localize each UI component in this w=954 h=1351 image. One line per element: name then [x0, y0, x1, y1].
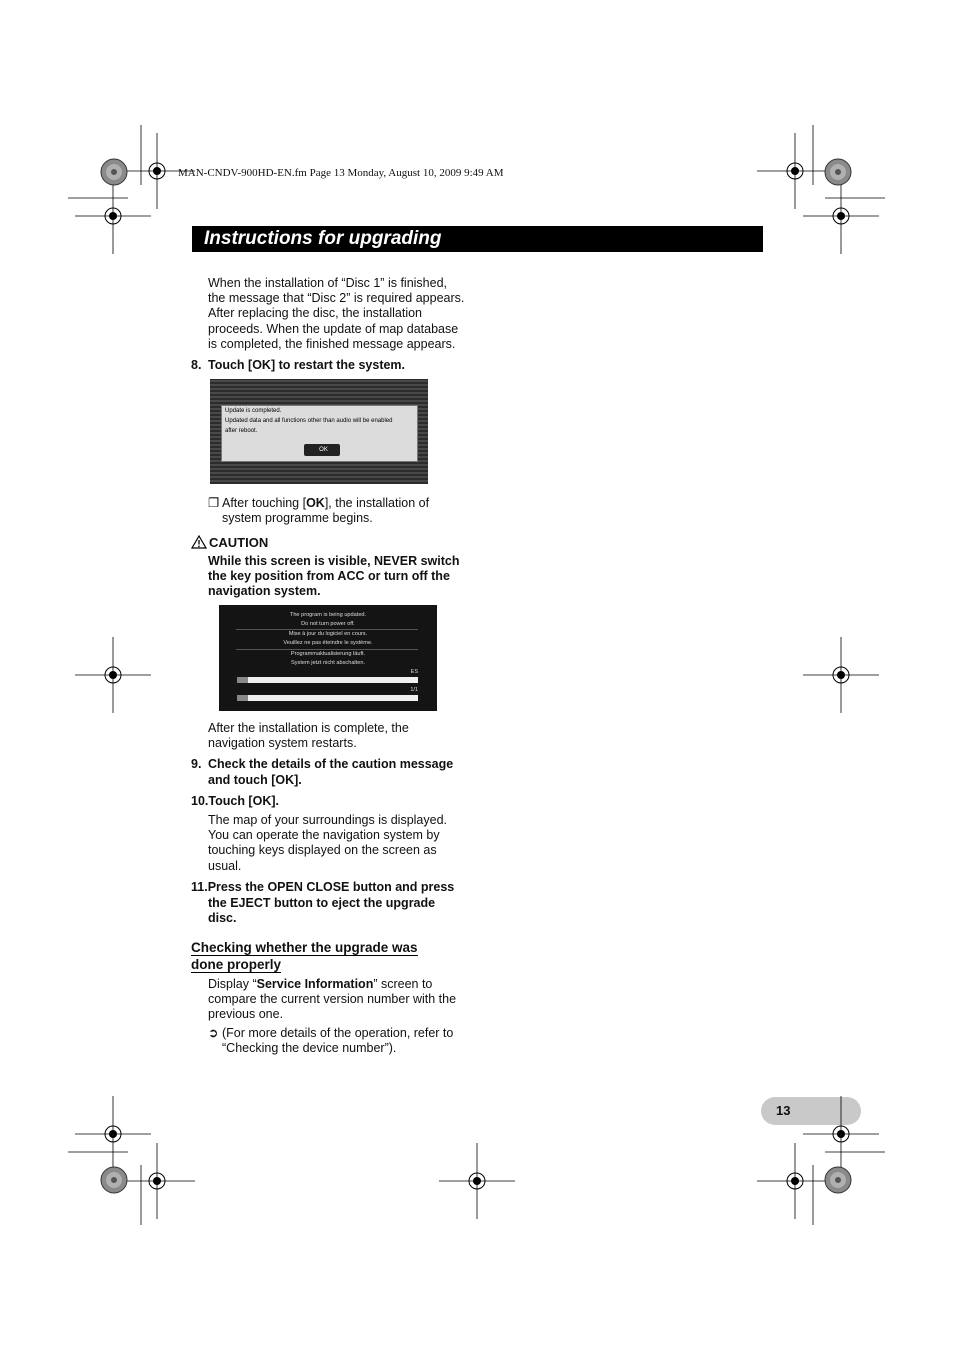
registration-mark — [803, 1096, 879, 1172]
step-number: 11. — [191, 880, 208, 894]
step-10-body: The map of your surroundings is displayed. You can operate the navigation system by touching keys displayed on the screen as usual. — [208, 813, 448, 873]
screen-line: Veuillez ne pas éteindre le système. — [283, 640, 373, 646]
caution-heading: CAUTION — [191, 535, 268, 550]
star-target-mark — [825, 159, 851, 185]
step-text: Touch [OK] to restart the system. — [208, 358, 406, 372]
ok-keyword: OK — [306, 496, 325, 510]
intro-line: When the installation of “Disc 1” is finished, — [208, 276, 447, 290]
registration-mark — [119, 1143, 195, 1219]
registration-mark — [757, 133, 833, 209]
note-after-ok: ❐ After touching [OK], the installation of system programme begins. — [208, 496, 430, 526]
checkbox-bullet-icon: ❐ — [208, 496, 220, 510]
progress-label: 1/1 — [410, 687, 418, 693]
after-install-text: After the installation is complete, the navigation system restarts. — [208, 721, 409, 751]
dialog-line: Update is completed. — [225, 408, 282, 414]
intro-line: is completed, the finished message appears. — [208, 336, 456, 351]
progress-label: ES — [410, 669, 418, 675]
registration-mark — [119, 133, 195, 209]
page-title: Instructions for upgrading — [204, 228, 442, 249]
dialog-line: after reboot. — [225, 428, 258, 434]
screen-line: System jetzt nicht abschalten. — [291, 660, 365, 666]
star-target-mark — [101, 1167, 127, 1193]
dialog-line: Updated data and all functions other than audio will be enabled — [225, 418, 393, 424]
star-target-mark — [825, 1167, 851, 1193]
step-number: 9. — [191, 757, 202, 771]
caution-text: While this screen is visible, NEVER switch the key position from ACC or turn off the navigation system. — [208, 554, 460, 599]
service-information-keyword: Service Information — [256, 977, 374, 991]
registration-mark — [75, 1096, 151, 1172]
page-number: 13 — [776, 1103, 791, 1118]
ok-button: OK — [304, 444, 340, 456]
section-body: Display “Service Information” screen to compare the current version number with the previous one. — [208, 977, 457, 1022]
step-9: 9. Check the details of the caution message and touch [OK]. — [191, 757, 454, 787]
step-number: 10. — [191, 794, 209, 808]
step-10: 10.Touch [OK]. — [191, 794, 279, 808]
registration-mark — [757, 1143, 833, 1219]
reference-note: ➲ (For more details of the operation, refer to “Checking the device number”). — [208, 1026, 454, 1056]
registration-mark — [803, 178, 879, 254]
screen-line: Programmaktualisierung läuft. — [290, 651, 366, 657]
step-number: 8. — [191, 358, 202, 372]
registration-mark — [439, 1143, 515, 1219]
star-target-mark — [101, 159, 127, 185]
screen-line: Mise à jour du logiciel en cours. — [288, 631, 368, 637]
registration-mark — [75, 178, 151, 254]
step-11: 11.Press the OPEN CLOSE button and press the EJECT button to eject the upgrade disc. — [191, 880, 455, 926]
registration-mark — [75, 637, 151, 713]
section-heading: Checking whether the upgrade was done properly — [191, 940, 418, 972]
screen-line: Do not turn power off. — [301, 621, 355, 627]
registration-mark — [803, 637, 879, 713]
intro-line: the message that “Disc 2” is required appears. — [208, 291, 465, 306]
screen-line: The program is being updated. — [289, 612, 367, 618]
file-header: MAN-CNDV-900HD-EN.fm Page 13 Monday, August 10, 2009 9:49 AM — [178, 167, 504, 179]
intro-line: After replacing the disc, the installation — [208, 306, 423, 321]
reference-arrow-icon: ➲ — [208, 1026, 219, 1040]
intro-line: proceeds. When the update of map database — [208, 321, 459, 336]
